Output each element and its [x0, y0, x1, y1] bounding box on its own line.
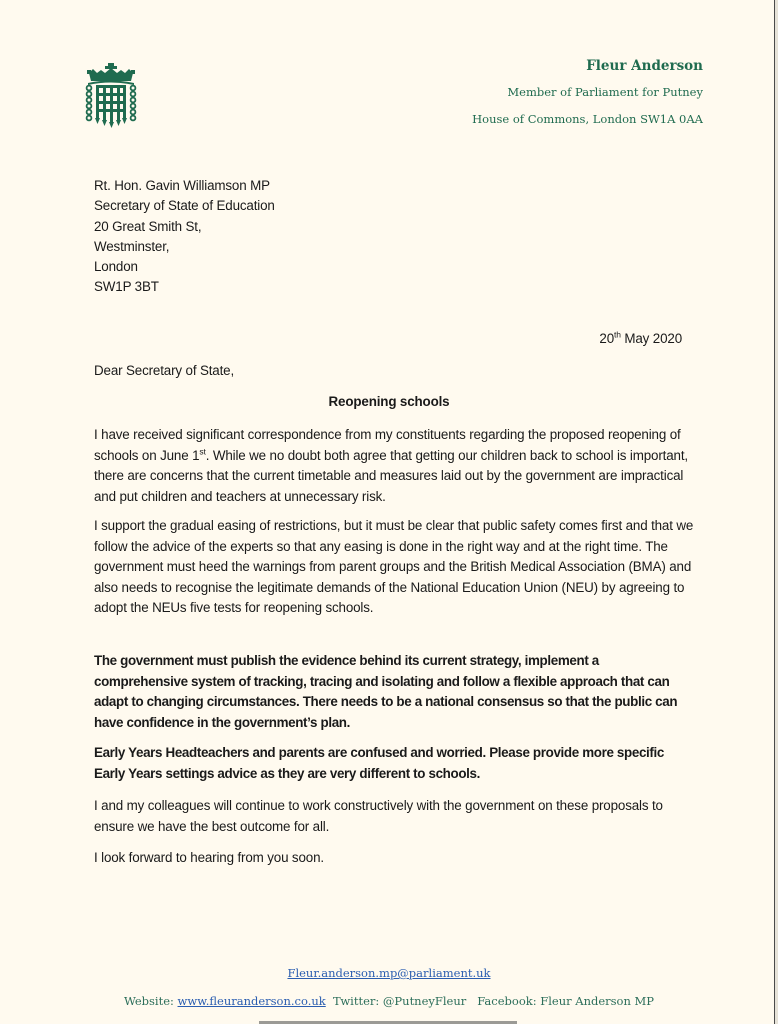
date-suffix: th	[614, 329, 621, 340]
portcullis-icon	[83, 63, 139, 129]
footer-social-line	[0, 994, 778, 1008]
website-link[interactable]: www.fleuranderson.co.uk	[177, 994, 326, 1008]
greeting: Dear Secretary of State,	[94, 363, 235, 378]
mp-name: Fleur Anderson	[586, 58, 703, 74]
paragraph-6: I look forward to hearing from you soon.	[94, 850, 324, 865]
paragraph-text: I have received significant correspondence from my constituents regarding the proposed reopening of schools on June 1	[94, 427, 681, 463]
subject-heading: Reopening schools	[328, 394, 450, 409]
paragraph-1	[94, 425, 694, 507]
date-day: 20	[599, 331, 615, 346]
footer-email-line	[0, 966, 778, 980]
ordinal-suffix: st	[199, 446, 206, 457]
paragraph-text: . While we no doubt both agree that getting our children back to school is important, there are concerns that the current timetable and measures laid out by the government are impractical and put children and teachers at unnecessary risk.	[94, 447, 688, 504]
email-link[interactable]: Fleur.anderson.mp@parliament.uk	[287, 966, 491, 980]
recipient-line: Rt. Hon. Gavin Williamson MP	[94, 178, 270, 193]
paragraph-2: I support the gradual easing of restrictions, but it must be clear that public safety comes first and that we follow the advice of the experts so that any easing is done in the right way and at the right time. The government must heed the warnings from parent groups and the British Medical Association (BMA) and also needs to recognise the legitimate demands of the National Education Union (NEU) by agreeing to adopt the NEUs five tests for reopening schools.	[94, 518, 694, 616]
paragraph-5: I and my colleagues will continue to work constructively with the government on these proposals to ensure we have the best outcome for all.	[94, 798, 663, 834]
twitter-handle: Twitter: @PutneyFleur	[325, 994, 467, 1008]
page-right-edge	[774, 0, 778, 1024]
mp-role: Member of Parliament for Putney	[507, 85, 703, 99]
letter-date	[599, 331, 682, 346]
website-label: Website:	[123, 994, 178, 1008]
paragraph-3-bold: The government must publish the evidence behind its current strategy, implement a comprehensive system of tracking, tracing and isolating and follow a flexible approach that can adapt to changing circumstances. There needs to be a national consensus so that the public can have confidence in the government’s plan.	[94, 653, 678, 730]
paragraph-4-bold: Early Years Headteachers and parents are confused and worried. Please provide more specific Early Years settings advice as they are very different to schools.	[94, 745, 664, 781]
recipient-address	[94, 176, 275, 298]
mp-address: House of Commons, London SW1A 0AA	[472, 112, 703, 126]
recipient-line: London	[94, 259, 138, 275]
letterhead	[472, 56, 703, 138]
facebook-handle: Facebook: Fleur Anderson MP	[466, 994, 655, 1008]
recipient-line: SW1P 3BT	[94, 279, 159, 295]
recipient-line: Westminster,	[94, 238, 170, 254]
recipient-line: Secretary of State of Education	[94, 198, 275, 214]
date-rest: May 2020	[620, 331, 682, 346]
recipient-line: 20 Great Smith St,	[94, 218, 202, 234]
